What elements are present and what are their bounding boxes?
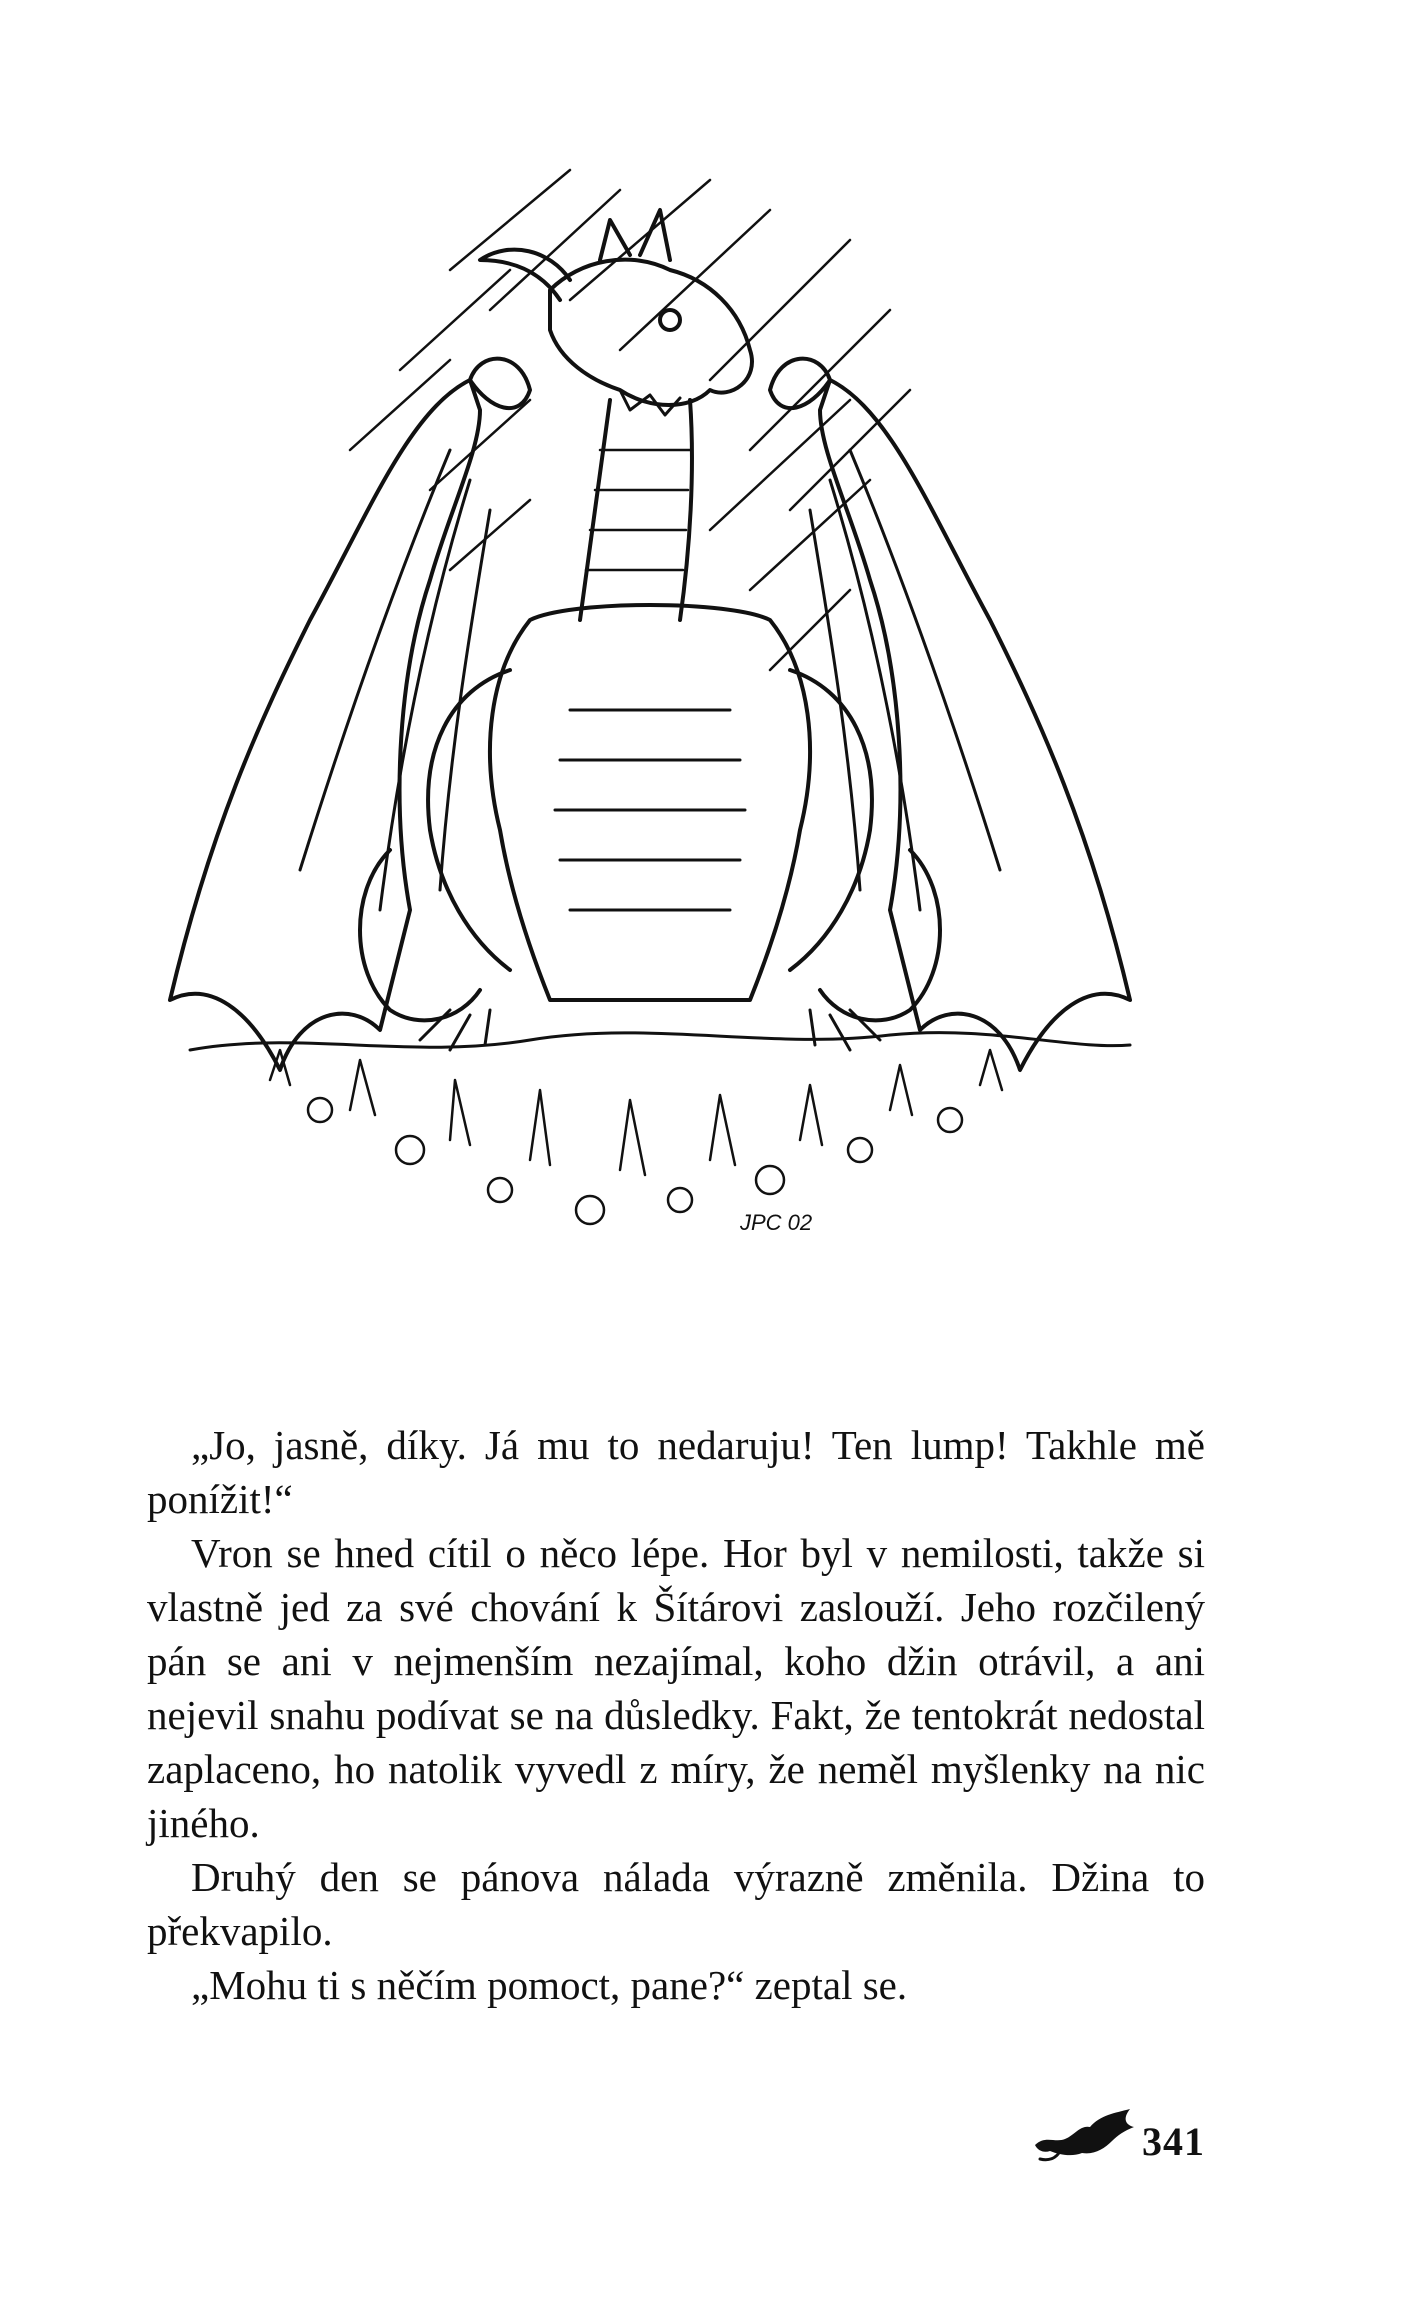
paragraph-2: Vron se hned cítil o něco lépe. Hor byl v nemilosti, takže si vlastně jed za své chování k Šítárovi zaslouží. Jeho rozčilený pán se ani v nejmenším nezajímal, koho džin otrávil, a ani nejevil snahu podívat se na důsledky. Fakt, že tentokrát nedostal zaplaceno, ho natolik vyvedl z míry, že neměl myšlenky na nic jiného. xyxy=(147,1530,1205,1846)
paragraph-1: „Jo, jasně, díky. Já mu to nedaruju! Ten lump! Takhle mě ponížit!“ xyxy=(147,1422,1205,1522)
illustration-signature: JPC 02 xyxy=(740,1210,813,1235)
paragraph-4: „Mohu ti s něčím pomoct, pane?“ zeptal se. xyxy=(191,1962,908,2008)
body-text xyxy=(147,1418,1205,2012)
paragraph-3: Druhý den se pánova nálada výrazně změnila. Džina to překvapilo. xyxy=(147,1854,1205,1954)
dragon-illustration xyxy=(150,150,1150,1390)
page-number: 341 xyxy=(1142,2119,1205,2164)
small-dragon-icon xyxy=(1030,2105,1140,2165)
